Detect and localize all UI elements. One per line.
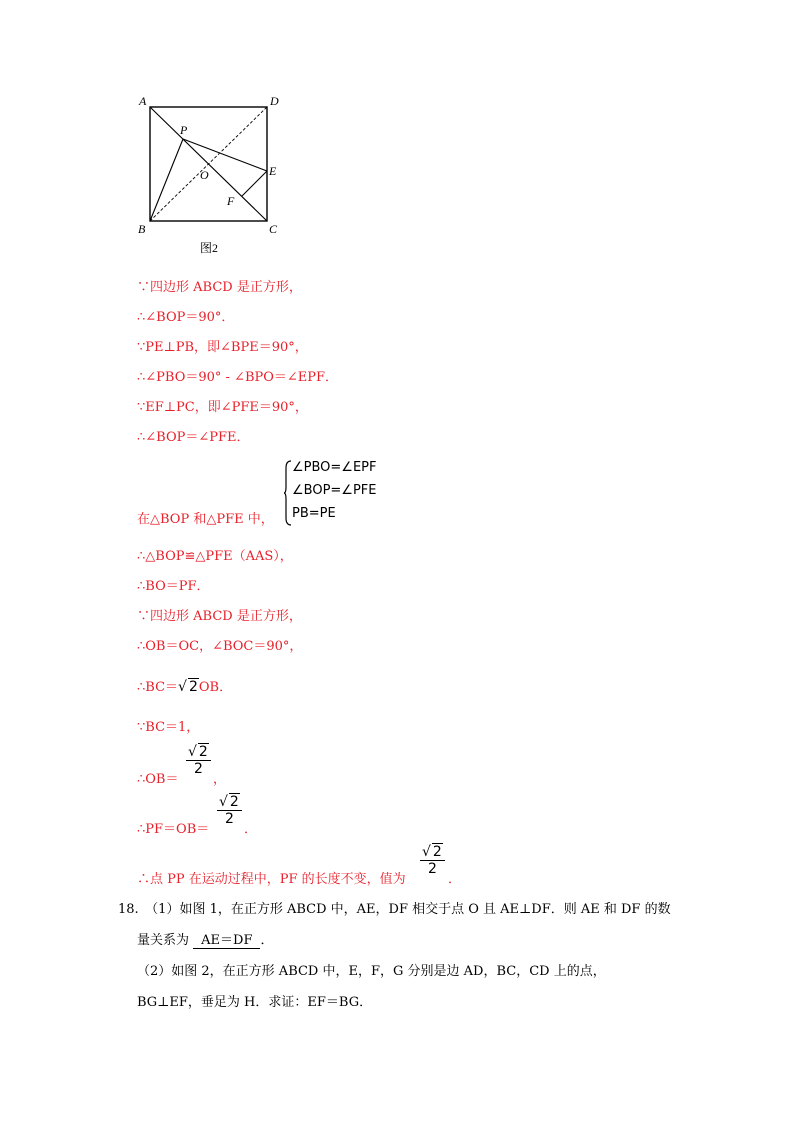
fraction-final: $\frac{√ 2}{2}$	[420, 843, 445, 877]
system-row-3: PB=PE	[292, 506, 336, 521]
step-5: ∵EF⊥PC，即∠PFE＝90°，	[137, 400, 308, 415]
fraction-final-num: 2	[432, 844, 442, 860]
step-3: ∵PE⊥PB，即∠BPE＝90°，	[137, 340, 308, 355]
label-o: O	[200, 168, 209, 182]
step-4: ∴∠PBO＝90° - ∠BPO＝∠EPF．	[137, 370, 339, 385]
fraction-pf: $\frac{√ 2}{2}$	[217, 793, 242, 827]
step-7: 在△BOP 和△PFE 中，	[137, 512, 274, 527]
segment-bp	[150, 139, 183, 221]
fraction-ob-den: 2	[193, 761, 203, 777]
segment-ef	[242, 171, 267, 196]
step-10: ∵四边形 ABCD 是正方形，	[137, 609, 302, 624]
q18-part2-line1: （2）如图 2，在正方形 ABCD 中，E，F，G 分别是边 AD，BC，CD 上的点，	[137, 964, 606, 979]
step-16-end: ．	[448, 872, 462, 887]
label-b: B	[138, 222, 146, 236]
step-8: ∴△BOP≌△PFE（AAS），	[137, 549, 293, 564]
label-p: P	[180, 123, 188, 137]
system-row-2: ∠BOP=∠PFE	[292, 483, 377, 498]
q18-part1-line1: 18. （1）如图 1，在正方形 ABCD 中，AE，DF 相交于点 O 且 AE⊥DF．则 AE 和 DF 的数	[118, 902, 671, 917]
figure-caption: 图2	[200, 241, 219, 255]
q18-relation-label: 量关系为	[137, 933, 190, 948]
q18-part2-line2: BG⊥EF，垂足为 H．求证：EF＝BG．	[137, 995, 373, 1010]
fraction-final-den: 2	[427, 861, 437, 877]
step-16: ∴点 PP 在运动过程中，PF 的长度不变，值为	[137, 872, 406, 887]
step-15: ∴PF＝OB＝	[137, 822, 210, 837]
segment-pe	[183, 139, 267, 171]
step-6: ∴∠BOP＝∠PFE．	[137, 430, 250, 445]
sqrt-radicand: 2	[188, 679, 198, 695]
step-12-b: OB．	[198, 680, 233, 695]
label-c: C	[269, 222, 278, 236]
fraction-pf-num: 2	[229, 794, 239, 810]
geometry-figure	[134, 92, 294, 262]
equation-system	[284, 460, 404, 526]
step-14-end: ，	[213, 772, 227, 787]
label-e: E	[269, 164, 277, 178]
label-a: A	[139, 94, 147, 108]
step-15-end: ．	[244, 822, 258, 837]
q18-answer: AE＝DF	[193, 929, 260, 949]
step-12	[137, 676, 232, 695]
label-d: D	[270, 94, 279, 108]
brace-icon	[284, 460, 292, 526]
step-14: ∴OB＝	[137, 772, 179, 787]
system-row-1: ∠PBO=∠EPF	[292, 460, 377, 475]
fraction-ob: $\frac{√ 2}{2}$	[186, 743, 211, 777]
fraction-ob-num: 2	[198, 744, 208, 760]
step-11: ∴OB＝OC，∠BOC＝90°，	[137, 639, 303, 654]
step-9: ∴BO＝PF．	[137, 579, 210, 594]
step-13: ∵BC＝1，	[137, 720, 200, 735]
step-2: ∴∠BOP＝90°．	[137, 310, 235, 325]
q18-part1-end: ．	[260, 933, 274, 948]
label-f: F	[227, 194, 235, 208]
step-1: ∵四边形 ABCD 是正方形，	[137, 280, 302, 295]
fraction-pf-den: 2	[224, 811, 234, 827]
q18-part1-line2	[137, 929, 274, 949]
sqrt-symbol: √ 2	[178, 679, 198, 695]
step-12-a: ∴BC＝	[137, 680, 179, 695]
